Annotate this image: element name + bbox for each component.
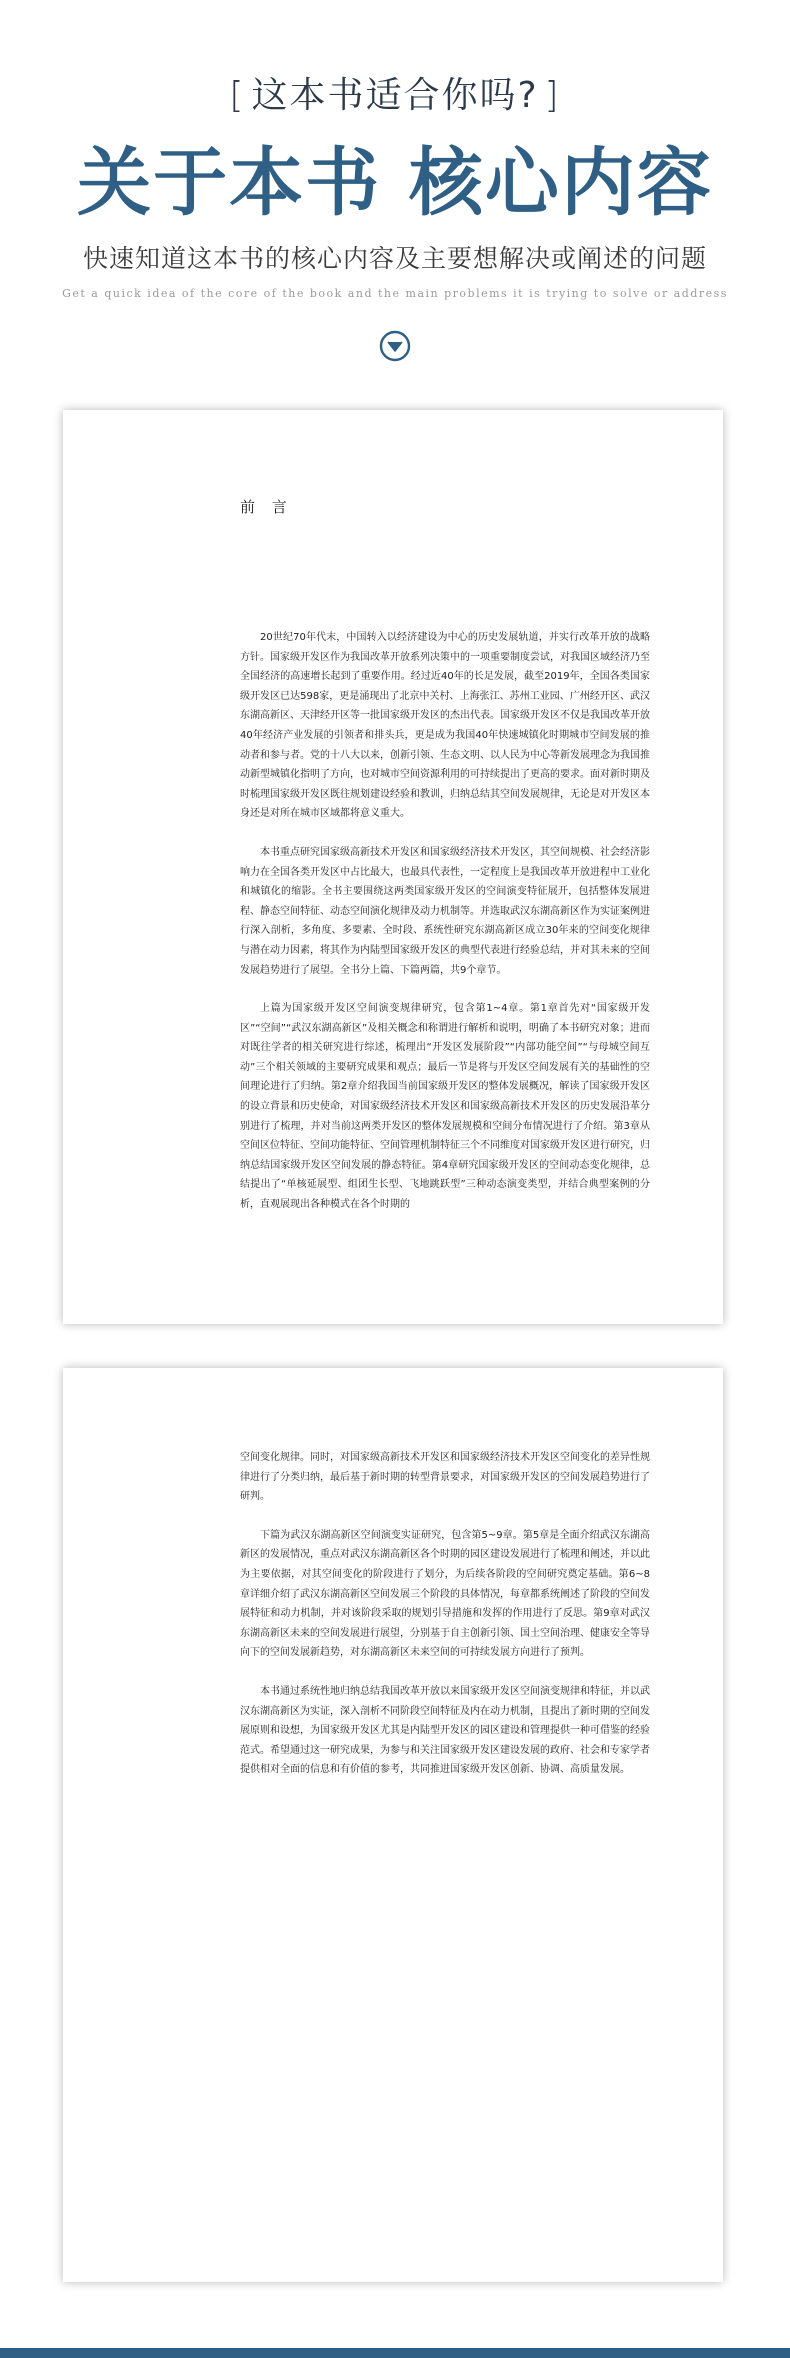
subtitle: 快速知道这本书的核心内容及主要想解决或阐述的问题 [82,244,707,273]
page-title: 关于本书 核心内容 [77,140,713,226]
bracket-right: ] [544,75,561,116]
paragraph: 本书通过系统性地归纳总结我国改革开放以来国家级开发区空间演变规律和特征，并以武汉东湖高新区为实证，深入剖析不同阶段空间特征及内在动力机制，且提出了新时期的空间发展原则和设想，为国家级开发区尤其是内陆型开发区的园区建设和管理提供一种可借鉴的经验范式。希望通过这一研究成果，为参与和关注国家级开发区建设发展的政府、社会和专家学者提供相对全面的信息和有价值的参考，共同推进国家级开发区创新、协调、高质量发展。 [240,1685,650,1776]
paragraph: 下篇为武汉东湖高新区空间演变实证研究，包含第5~9章。第5章是全面介绍武汉东湖高新区的发展情况，重点对武汉东湖高新区各个时期的园区建设发展进行了梳理和阐述，并以此为主要依据，对其空间变化的阶段进行了划分，为后续各阶段的空间研究奠定基础。第6~8章详细介绍了武汉东湖高新区空间发展三个阶段的具体情况，每章都系统阐述了阶段的空间发展特征和动力机制，并对该阶段采取的规划引导措施和发挥的作用进行了反思。第9章对武汉东湖高新区未来的空间发展进行展望，分别基于自主创新引领、国土空间治理、健康安全等导向下的空间发展新趋势，对东湖高新区未来空间的可持续发展方向进行了预判。 [240,1529,650,1659]
paragraph: 上篇为国家级开发区空间演变规律研究，包含第1~4章。第1章首先对“国家级开发区”“空间”“武汉东湖高新区”及相关概念和称谓进行解析和说明，明确了本书研究对象；进而对既往学者的相关研究进行综述，梳理出“开发区发展阶段”“内部功能空间”“与母城空间互动”三个相关领域的主要研究成果和观点；最后一节是将与开发区空间发展有关的基础性的空间理论进行了归纳。第2章介绍我国当前国家级开发区的整体发展概况，解读了国家级开发区的设立背景和历史使命，对国家级经济技术开发区和国家级高新技术开发区的历史发展沿革分别进行了梳理，并对当前这两类开发区的整体发展规模和空间分布情况进行了介绍。第3章从空间区位特征、空间功能特征、空间管理机制特征三个不同维度对国家级开发区进行研究，归纳总结国家级开发区空间发展的静态特征。第4章研究国家级开发区的空间动态变化规律，总结提出了“单核延展型、组团生长型、飞地跳跃型”三种动态演变类型，并结合典型案例的分析，直观展现出各种模式在各个时期的 [240,1003,650,1211]
subtitle-english: Get a quick idea of the core of the book and the main problems it is trying to solve or address [62,287,728,300]
bracket-left: [ [229,75,246,116]
document-page-2 [63,1368,723,2282]
paragraph: 20世纪70年代末，中国转入以经济建设为中心的历史发展轨道，并实行改革开放的战略方针。国家级开发区作为我国改革开放系列决策中的一项重要制度尝试，对我国区域经济乃至全国经济的高速增长起到了重要作用。经过近40年的长足发展，截至2019年，全国各类国家级开发区已达598家，更是涌现出了北京中关村、上海张江、苏州工业园、广州经开区、武汉东湖高新区、天津经开区等一批国家级开发区的杰出代表。国家级开发区不仅是我国改革开放40年经济产业发展的引领者和排头兵，更是成为我国40年快速城镇化时期城市空间发展的推动者和参与者。党的十八大以来，创新引领、生态文明、以人民为中心等新发展理念为我国推动新型城镇化指明了方向，也对城市空间资源利用的可持续提出了更高的要求。面对新时期及时梳理国家级开发区既往规划建设经验和教训，归纳总结其空间发展规律，无论是对开发区本身还是对所在城市区域都将意义重大。 [240,632,650,820]
footer-bar [0,2348,790,2358]
paragraph: 本书重点研究国家级高新技术开发区和国家级经济技术开发区，其空间规模、社会经济影响力在全国各类开发区中占比最大，也最具代表性，一定程度上是我国改革开放进程中工业化和城镇化的缩影。全书主要围绕这两类国家级开发区的空间演变特征展开，包括整体发展进程、静态空间特征、动态空间演化规律及动力机制等。并选取武汉东湖高新区作为实证案例进行深入剖析，多角度、多要素、全时段、系统性研究东湖高新区成立30年来的空间变化规律与潜在动力因素，将其作为内陆型国家级开发区的典型代表进行经验总结，并对其未来的空间发展趋势进行了展望。全书分上篇、下篇两篇，共9个章节。 [240,846,650,976]
paragraph: 空间变化规律。同时，对国家级高新技术开发区和国家级经济技术开发区空间变化的差异性规律进行了分类归纳，最后基于新时期的转型背景要求，对国家级开发区的空间发展趋势进行了研判。 [240,1452,650,1503]
question-heading [0,74,790,118]
chevron-down-circle-icon[interactable] [379,330,411,362]
document-page-1 [63,410,723,1324]
question-text: 这本书适合你吗? [251,75,539,116]
page-2-body [240,1448,650,1799]
page-1-body [240,628,650,1234]
preface-heading: 前 言 [240,498,293,516]
intro-header [0,0,790,390]
